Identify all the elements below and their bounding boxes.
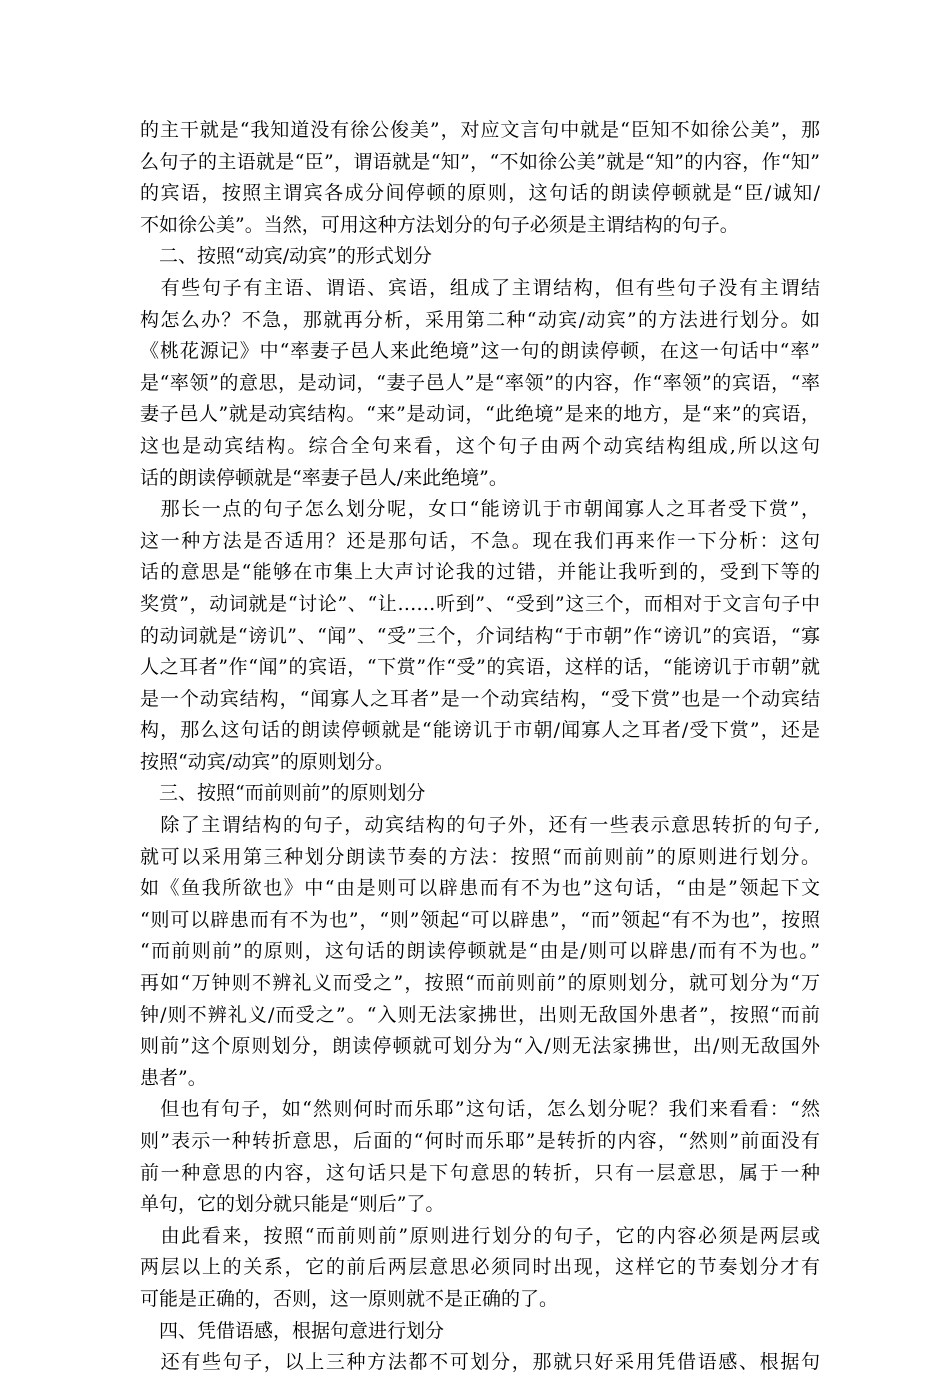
text-line: 是一个动宾结构，“闻寡人之耳者”是一个动宾结构，“受下赏”也是一个动宾结 [140,687,820,710]
text-line: 的宾语，按照主谓宾各成分间停顿的原则，这句话的朗读停顿就是“臣/诚知/ [140,182,820,205]
text-line: 患者”。 [140,1066,207,1089]
text-line: 单句，它的划分就只能是“则后”了。 [140,1193,445,1216]
text-line: 话的朗读停顿就是“率妻子邑人/来此绝境”。 [140,466,508,489]
text-line: 人之耳者”作“闻”的宾语，“下赏”作“受”的宾语，这样的话，“能谤讥于市朝”就 [140,656,820,679]
text-line: 就可以采用第三种划分朗读节奏的方法：按照“而前则前”的原则进行划分。 [140,845,820,868]
text-line: 妻子邑人”就是动宾结构。“来”是动词，“此绝境”是来的地方，是“来”的宾语， [140,403,820,426]
text-line: 那长一点的句子怎么划分呢，女口“能谤讥于市朝闻寡人之耳者受下赏”， [140,498,820,521]
text-line: 么句子的主语就是“臣”，谓语就是“知”，“不如徐公美”就是“知”的内容，作“知” [140,150,820,173]
body-text [140,115,820,1379]
text-line: 话的意思是“能够在市集上大声讨论我的过错，并能让我听到的，受到下等的 [140,561,820,584]
text-line: 奖赏”，动词就是“讨论”、“让……听到”、“受到”这三个，而相对于文言句子中 [140,592,820,615]
text-line: 再如“万钟则不辨礼义而受之”，按照“而前则前”的原则划分，就可划分为“万 [140,972,820,995]
text-line: 除了主谓结构的句子，动宾结构的句子外，还有一些表示意思转折的句子, [140,814,820,837]
text-line: 则”表示一种转折意思，后面的“何时而乐耶”是转折的内容，“然则”前面没有 [140,1130,820,1152]
text-line: 钟/则不辨礼义/而受之”。“入则无法家拂世，出则无敌国外患者”，按照“而前 [140,1003,820,1026]
text-line: “则可以辟患而有不为也”，“则”领起“可以辟患”，“而”领起“有不为也”，按照 [140,908,820,931]
text-line: 这也是动宾结构。综合全句来看，这个句子由两个动宾结构组成,所以这句 [140,434,820,457]
text-line: 则前”这个原则划分，朗读停顿就可划分为“入/则无法家拂世，出/则无敌国外 [140,1035,820,1058]
text-line: 按照“动宾/动宾”的原则划分。 [140,750,394,773]
text-line: 由此看来，按照“而前则前”原则进行划分的句子，它的内容必须是两层或 [140,1224,820,1247]
text-line: 如《鱼我所欲也》中“由是则可以辟患而有不为也”这句话，“由是”领起下文 [140,877,820,900]
text-line: 但也有句子，如“然则何时而乐耶”这句话，怎么划分呢？我们来看看：“然 [140,1098,820,1121]
section-heading: 三、按照“而前则前”的原则划分 [140,782,426,805]
text-line: 的主干就是“我知道没有徐公俊美”，对应文言句中就是“臣知不如徐公美”，那 [140,119,820,141]
text-line: 前一种意思的内容，这句话只是下句意思的转折，只有一层意思，属于一种 [140,1161,820,1184]
text-line: 构，那么这句话的朗读停顿就是“能谤讥于市朝/闻寡人之耳者/受下赏”，还是 [140,719,820,742]
text-line: 两层以上的关系，它的前后两层意思必须同时出现，这样它的节奏划分才有 [140,1256,820,1279]
text-line: 《桃花源记》中“率妻子邑人来此绝境”这一句的朗读停顿，在这一句话中“率” [140,340,820,363]
text-line: 有些句子有主语、谓语、宾语，组成了主谓结构，但有些句子没有主谓结 [140,276,820,299]
text-line: 不如徐公美”。当然，可用这种方法划分的句子必须是主谓结构的句子。 [140,213,739,236]
text-line: 构怎么办？不急，那就再分析，采用第二种“动宾/动宾”的方法进行划分。如 [140,308,820,331]
text-line: 是“率领”的意思，是动词，“妻子邑人”是“率领”的内容，作“率领”的宾语，“率 [140,371,820,394]
section-heading: 二、按照“动宾/动宾”的形式划分 [140,245,432,268]
text-line: “而前则前”的原则，这句话的朗读停顿就是“由是/则可以辟患/而有不为也。” [140,940,820,963]
text-line: 这一种方法是否适用？还是那句话，不急。现在我们再来作一下分析：这句 [140,529,820,552]
text-line: 可能是正确的，否则，这一原则就不是正确的了。 [140,1287,559,1310]
text-line: 还有些句子，以上三种方法都不可划分，那就只好采用凭借语感、根据句 [140,1351,820,1374]
text-line: 的动词就是“谤讥”、“闻”、“受”三个，介词结构“于市朝”作“谤讥”的宾语，“寡 [140,624,820,647]
section-heading: 四、凭借语感，根据句意进行划分 [140,1319,445,1342]
